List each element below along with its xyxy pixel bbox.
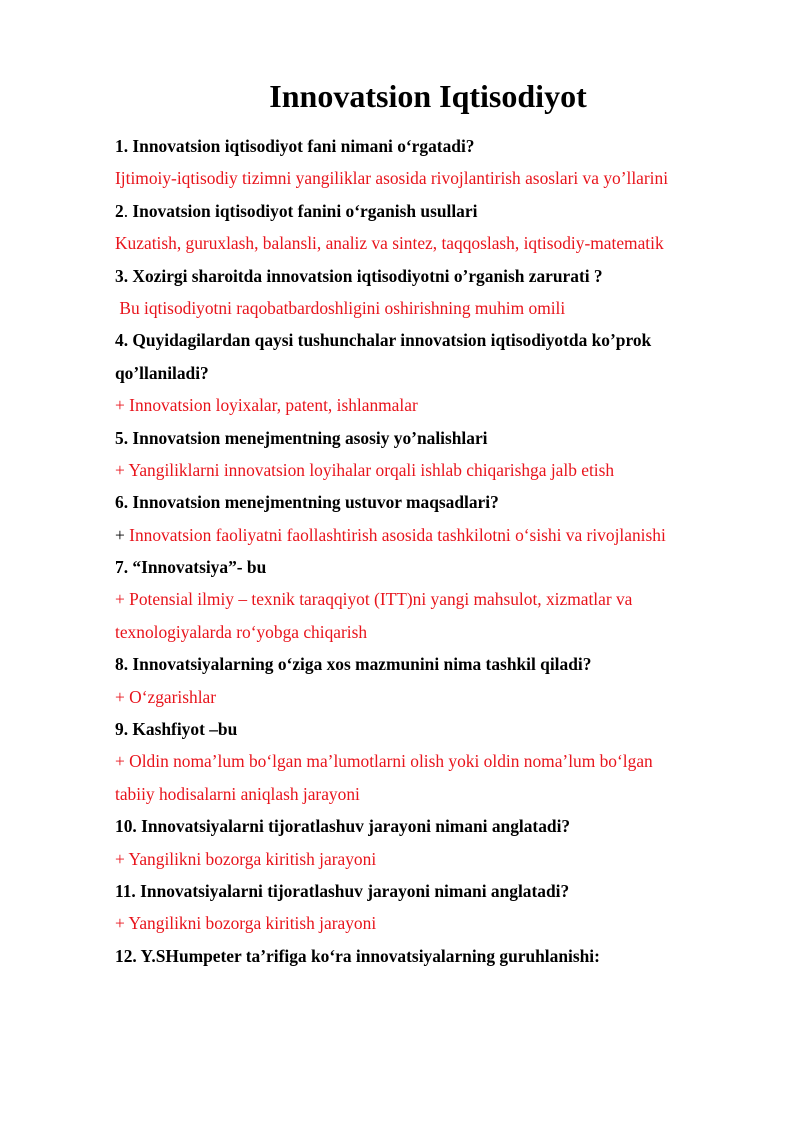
question-list bbox=[115, 130, 755, 972]
answer-7-line-1 bbox=[115, 583, 755, 615]
question-8: 8. Innovatsiyalarning o‘ziga xos mazmunini nima tashkil qiladi? bbox=[115, 654, 592, 675]
answer-6-text: Innovatsion faoliyatni faollashtirish asosida tashkilotni o‘sishi va rivojlanishi bbox=[129, 524, 666, 545]
question-5: 5. Innovatsion menejmentning asosiy yo’nalishlari bbox=[115, 427, 488, 448]
question-12: 12. Y.SHumpeter ta’rifiga ko‘ra innovatsiyalarning guruhlanishi: bbox=[115, 945, 600, 966]
question-4-line-1: 4. Quyidagilardan qaysi tushunchalar innovatsion iqtisodiyotda ko’prok bbox=[115, 330, 652, 351]
answer-5-text: Yangiliklarni innovatsion loyihalar orqali ishlab chiqarishga jalb etish bbox=[128, 459, 615, 480]
answer-7-plus: + bbox=[115, 589, 130, 610]
question-10: 10. Innovatsiyalarni tijoratlashuv jarayoni nimani anglatadi? bbox=[115, 816, 571, 837]
question-6: 6. Innovatsion menejmentning ustuvor maqsadlari? bbox=[115, 492, 499, 513]
answer-2: Kuzatish, guruxlash, balansli, analiz va sintez, taqqoslash, iqtisodiy-matematik bbox=[115, 233, 664, 254]
answer-9-plus: + bbox=[115, 751, 130, 772]
answer-3: Bu iqtisodiyotni raqobatbardoshligini oshirishning muhim omili bbox=[115, 297, 566, 318]
question-2-number: 2 bbox=[115, 200, 124, 221]
question-9: 9. Kashfiyot –bu bbox=[115, 719, 238, 740]
question-1: 1. Innovatsion iqtisodiyot fani nimani o‘rgatadi? bbox=[115, 136, 475, 156]
answer-9-line-1 bbox=[115, 745, 755, 777]
question-2-dot: . bbox=[123, 200, 129, 221]
answer-4 bbox=[115, 389, 755, 421]
answer-5-plus: + bbox=[115, 459, 129, 480]
answer-10-text: Yangilikni bozorga kiritish jarayoni bbox=[128, 848, 377, 869]
answer-9-text: Oldin noma’lum bo‘lgan ma’lumotlarni olish yoki oldin noma’lum bo‘lgan bbox=[129, 751, 653, 772]
answer-4-text: Innovatsion loyixalar, patent, ishlanmalar bbox=[129, 395, 418, 416]
answer-11-text: Yangilikni bozorga kiritish jarayoni bbox=[128, 913, 377, 934]
answer-5 bbox=[115, 454, 755, 486]
answer-6 bbox=[115, 519, 755, 551]
answer-1: Ijtimoiy-iqtisodiy tizimni yangiliklar asosida rivojlantirish asoslari va yo’llarini bbox=[115, 168, 669, 189]
answer-10 bbox=[115, 843, 755, 875]
question-4-line-2: qo’llaniladi? bbox=[115, 362, 209, 383]
answer-4-plus: + bbox=[115, 395, 130, 416]
answer-11-plus: + bbox=[115, 913, 129, 934]
answer-6-plus: + bbox=[115, 524, 130, 545]
answer-7-line-2: texnologiyalarda ro‘yobga chiqarish bbox=[115, 621, 368, 642]
answer-9-line-2: tabiiy hodisalarni aniqlash jarayoni bbox=[115, 783, 360, 804]
question-11: 11. Innovatsiyalarni tijoratlashuv jarayoni nimani anglatadi? bbox=[115, 880, 570, 901]
question-7: 7. “Innovatsiya”- bu bbox=[115, 557, 267, 578]
answer-7-text: Potensial ilmiy – texnik taraqqiyot (ITT)ni yangi mahsulot, xizmatlar va bbox=[129, 589, 633, 610]
question-3: 3. Xozirgi sharoitda innovatsion iqtisodiyotni o’rganish zarurati ? bbox=[115, 265, 603, 286]
document-title: Innovatsion Iqtisodiyot bbox=[269, 78, 587, 114]
answer-8-plus: + bbox=[115, 686, 130, 707]
answer-11 bbox=[115, 907, 755, 939]
question-2 bbox=[115, 195, 755, 227]
answer-10-plus: + bbox=[115, 848, 129, 869]
question-2-text: Inovatsion iqtisodiyot fanini o‘rganish usullari bbox=[128, 200, 478, 221]
answer-8 bbox=[115, 681, 755, 713]
answer-8-text: O‘zgarishlar bbox=[129, 686, 217, 707]
